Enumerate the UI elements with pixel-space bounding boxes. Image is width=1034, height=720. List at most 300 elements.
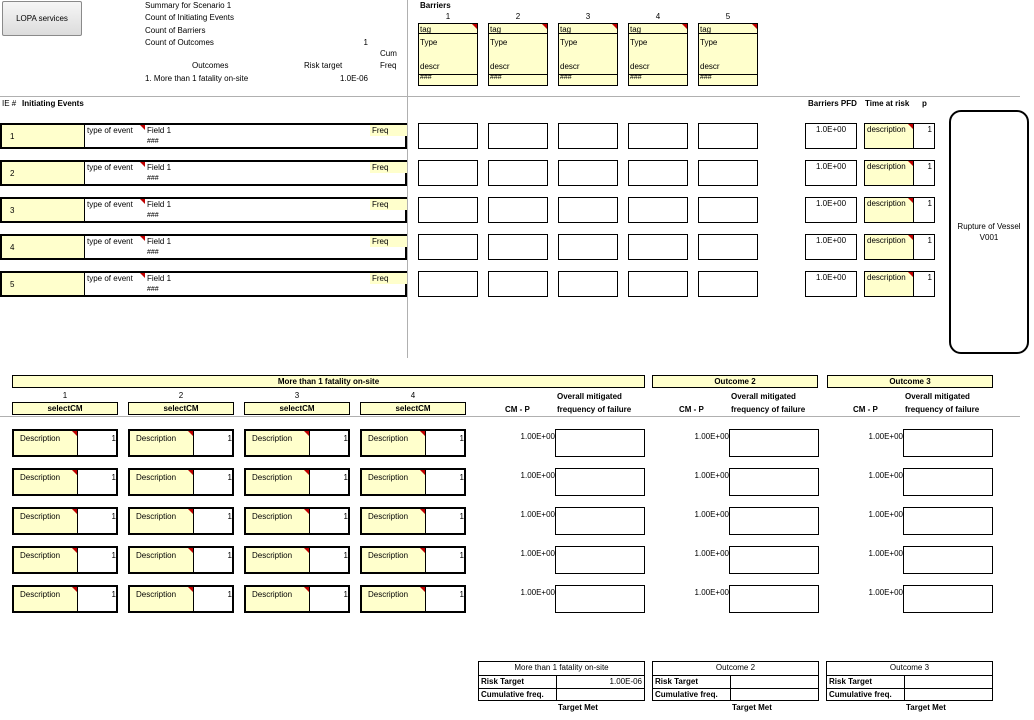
freq-col-label: Freq: [380, 61, 397, 70]
event-value: ###: [147, 138, 159, 145]
summary-divider: [407, 0, 408, 358]
time-at-risk-description: description: [867, 125, 906, 134]
cm-description: Description: [252, 434, 293, 443]
mitigated-frequency-cell[interactable]: [555, 585, 645, 613]
p-cell[interactable]: [913, 197, 935, 223]
cm-value: 1: [343, 473, 348, 482]
target-table-title: More than 1 fatality on-site: [514, 663, 609, 672]
barrier-value: ###: [700, 74, 712, 81]
time-at-risk-description: description: [867, 199, 906, 208]
barrier-cell-divider: [559, 33, 617, 34]
cm-number: 2: [178, 391, 184, 400]
rupture-line-2: V001: [979, 233, 999, 242]
cm-cell[interactable]: [128, 585, 234, 613]
mitigated-frequency-cell[interactable]: [555, 507, 645, 535]
omf-header-line-2: frequency of failure: [557, 405, 632, 414]
barrier-header-cell[interactable]: [488, 23, 548, 86]
cm-cell[interactable]: [244, 546, 350, 574]
barrier-input-cell[interactable]: [558, 234, 618, 260]
barrier-cell-divider: [559, 74, 617, 75]
mitigated-frequency-cell[interactable]: [729, 468, 819, 496]
cm-p-value: 1.00E+00: [520, 549, 555, 558]
target-met-label: Target Met: [732, 703, 772, 712]
cm-value: 1: [111, 512, 116, 521]
barrier-input-cell[interactable]: [628, 123, 688, 149]
cm-value: 1: [111, 551, 116, 560]
barrier-tag: tag: [560, 25, 572, 34]
cm-number: 1: [62, 391, 68, 400]
omf-header-line-2: frequency of failure: [731, 405, 806, 414]
cm-description-cell[interactable]: [362, 548, 426, 572]
select-cm-button[interactable]: selectCM: [244, 402, 350, 415]
barrier-input-cell[interactable]: [488, 234, 548, 260]
cm-description-cell[interactable]: [14, 470, 78, 494]
ie-number: 4: [10, 243, 15, 252]
event-type: type of event: [87, 200, 133, 209]
barriers-pfd-value: 1.0E+00: [815, 199, 847, 208]
event-value: ###: [147, 286, 159, 293]
initiating-event-row[interactable]: [0, 160, 407, 186]
p-cell[interactable]: [913, 160, 935, 186]
select-cm-button[interactable]: selectCM: [128, 402, 234, 415]
ie-number: 1: [10, 132, 15, 141]
event-freq: Freq: [372, 126, 389, 135]
event-field: Field 1: [147, 274, 172, 283]
barrier-descr: descr: [630, 62, 650, 71]
cm-cell[interactable]: [360, 507, 466, 535]
cm-description: Description: [252, 590, 293, 599]
cm-description: Description: [136, 590, 177, 599]
barriers-pfd-cell[interactable]: [805, 160, 857, 186]
barrier-input-cell[interactable]: [488, 123, 548, 149]
cm-cell[interactable]: [128, 546, 234, 574]
p-header: p: [922, 99, 927, 108]
barrier-input-cell[interactable]: [558, 160, 618, 186]
cumulative-freq-label: Cumulative freq.: [655, 690, 718, 699]
cm-cell[interactable]: [12, 546, 118, 574]
cm-value: 1: [343, 590, 348, 599]
cm-description-cell[interactable]: [130, 431, 194, 455]
mitigated-frequency-cell[interactable]: [903, 546, 993, 574]
barriers-pfd-value: 1.0E+00: [815, 125, 847, 134]
barriers-pfd-value: 1.0E+00: [815, 162, 847, 171]
barrier-cell-divider: [629, 74, 687, 75]
cm-value: 1: [343, 551, 348, 560]
p-value: 1: [927, 273, 932, 282]
barriers-pfd-cell[interactable]: [805, 271, 857, 297]
cm-description: Description: [136, 551, 177, 560]
cumulative-freq-label: Cumulative freq.: [481, 690, 544, 699]
target-table-title: Outcome 2: [715, 663, 756, 672]
barrier-input-cell[interactable]: [628, 234, 688, 260]
target-col-divider: [730, 675, 731, 700]
barrier-input-cell[interactable]: [418, 197, 478, 223]
risk-target-label: Risk Target: [829, 677, 872, 686]
cm-description: Description: [368, 434, 409, 443]
event-freq: Freq: [372, 200, 389, 209]
ie-number: 2: [10, 169, 15, 178]
count-outcomes-label: Count of Outcomes: [145, 38, 214, 47]
cm-p-value: 1.00E+00: [520, 510, 555, 519]
initiating-event-row[interactable]: [0, 123, 407, 149]
summary-title: Summary for Scenario 1: [145, 1, 232, 10]
mitigated-frequency-cell[interactable]: [555, 546, 645, 574]
time-at-risk-cell[interactable]: [864, 123, 914, 149]
cm-cell[interactable]: [360, 585, 466, 613]
p-cell[interactable]: [913, 123, 935, 149]
risk-target-label: Risk Target: [655, 677, 698, 686]
target-table-title: Outcome 3: [889, 663, 930, 672]
outcome-1-header: More than 1 fatality on-site: [12, 375, 645, 388]
cm-value: 1: [111, 473, 116, 482]
cm-value: 1: [227, 473, 232, 482]
ie-number: 5: [10, 280, 15, 289]
cm-description-cell[interactable]: [362, 587, 426, 611]
barrier-number: 5: [725, 12, 731, 21]
barrier-header-cell[interactable]: [558, 23, 618, 86]
rupture-line-1: Rupture of Vessel: [957, 222, 1021, 231]
cm-value: 1: [227, 551, 232, 560]
barrier-header-cell[interactable]: [418, 23, 478, 86]
cm-value: 1: [459, 512, 464, 521]
event-type: type of event: [87, 274, 133, 283]
initiating-event-row[interactable]: [0, 271, 407, 297]
cm-description: Description: [252, 551, 293, 560]
omf-header-line-1: Overall mitigated: [905, 392, 970, 401]
barrier-input-cell[interactable]: [698, 123, 758, 149]
cm-value: 1: [343, 434, 348, 443]
barrier-input-cell[interactable]: [698, 197, 758, 223]
cm-description: Description: [136, 512, 177, 521]
event-freq: Freq: [372, 274, 389, 283]
time-at-risk-cell[interactable]: [864, 234, 914, 260]
time-at-risk-description: description: [867, 236, 906, 245]
cm-p-value: 1.00E+00: [520, 588, 555, 597]
event-type: type of event: [87, 237, 133, 246]
event-freq: Freq: [372, 163, 389, 172]
barrier-header-cell[interactable]: [698, 23, 758, 86]
risk-target-label: Risk Target: [481, 677, 524, 686]
p-cell[interactable]: [913, 234, 935, 260]
time-at-risk-description: description: [867, 273, 906, 282]
event-type-cell[interactable]: [84, 125, 145, 147]
barrier-input-cell[interactable]: [488, 160, 548, 186]
target-table: [652, 661, 819, 701]
outcomes-col-label: Outcomes: [192, 61, 229, 70]
mitigated-frequency-cell[interactable]: [903, 429, 993, 457]
target-col-divider: [556, 675, 557, 700]
barrier-type: Type: [630, 38, 648, 47]
risk-target-value: 1.00E-06: [609, 677, 642, 686]
barrier-type: Type: [560, 38, 578, 47]
barrier-cell-divider: [419, 33, 477, 34]
barrier-input-cell[interactable]: [628, 197, 688, 223]
barrier-descr: descr: [420, 62, 440, 71]
cm-p-value: 1.00E+00: [694, 549, 729, 558]
cm-p-header: CM - P: [853, 405, 878, 414]
barrier-type: Type: [420, 38, 438, 47]
cm-value: 1: [111, 590, 116, 599]
cm-value: 1: [111, 434, 116, 443]
p-value: 1: [927, 236, 932, 245]
event-type: type of event: [87, 163, 133, 172]
cm-p-value: 1.00E+00: [868, 471, 903, 480]
barriers-pfd-cell[interactable]: [805, 234, 857, 260]
cm-description-cell[interactable]: [246, 548, 310, 572]
barriers-pfd-header: Barriers PFD: [808, 99, 857, 108]
initiating-event-row[interactable]: [0, 234, 407, 260]
target-met-label: Target Met: [906, 703, 946, 712]
cm-p-value: 1.00E+00: [694, 588, 729, 597]
barrier-input-cell[interactable]: [488, 271, 548, 297]
barrier-cell-divider: [489, 33, 547, 34]
cm-value: 1: [459, 473, 464, 482]
cm-cell[interactable]: [360, 429, 466, 457]
barrier-number: 4: [655, 12, 661, 21]
cm-description-cell[interactable]: [362, 470, 426, 494]
cm-description-cell[interactable]: [246, 587, 310, 611]
cm-description-cell[interactable]: [130, 509, 194, 533]
mitigated-frequency-cell[interactable]: [903, 585, 993, 613]
mitigated-frequency-cell[interactable]: [729, 546, 819, 574]
mitigated-frequency-cell[interactable]: [555, 468, 645, 496]
header-divider: [0, 96, 1020, 97]
time-at-risk-header: Time at risk: [865, 99, 910, 108]
time-at-risk-description: description: [867, 162, 906, 171]
mitigated-frequency-cell[interactable]: [729, 429, 819, 457]
cm-cell[interactable]: [128, 507, 234, 535]
mitigated-frequency-cell[interactable]: [729, 585, 819, 613]
event-freq: Freq: [372, 237, 389, 246]
cm-description: Description: [136, 434, 177, 443]
barrier-number: 1: [445, 12, 451, 21]
mitigated-frequency-cell[interactable]: [903, 468, 993, 496]
cm-value: 1: [459, 551, 464, 560]
cm-description: Description: [20, 590, 61, 599]
event-field: Field 1: [147, 163, 172, 172]
cm-value: 1: [227, 590, 232, 599]
cm-p-value: 1.00E+00: [694, 471, 729, 480]
p-cell[interactable]: [913, 271, 935, 297]
cm-p-value: 1.00E+00: [520, 432, 555, 441]
count-ie-label: Count of Initiating Events: [145, 13, 234, 22]
barrier-input-cell[interactable]: [628, 271, 688, 297]
outcome-2-header: Outcome 2: [652, 375, 818, 388]
barrier-header-cell[interactable]: [628, 23, 688, 86]
cm-description: Description: [20, 434, 61, 443]
barrier-tag: tag: [420, 25, 432, 34]
barrier-input-cell[interactable]: [698, 271, 758, 297]
cm-description-cell[interactable]: [130, 470, 194, 494]
outcome-3-header: Outcome 3: [827, 375, 993, 388]
barrier-input-cell[interactable]: [558, 271, 618, 297]
cm-p-value: 1.00E+00: [520, 471, 555, 480]
barriers-pfd-cell[interactable]: [805, 123, 857, 149]
cm-value: 1: [227, 512, 232, 521]
cm-p-header: CM - P: [679, 405, 704, 414]
cm-p-header: CM - P: [505, 405, 530, 414]
cm-description-cell[interactable]: [14, 509, 78, 533]
barriers-title: Barriers: [420, 1, 451, 10]
cm-cell[interactable]: [12, 507, 118, 535]
omf-header-line-2: frequency of failure: [905, 405, 980, 414]
cm-cell[interactable]: [360, 468, 466, 496]
barrier-cell-divider: [699, 33, 757, 34]
barrier-input-cell[interactable]: [558, 197, 618, 223]
time-at-risk-cell[interactable]: [864, 160, 914, 186]
barrier-tag: tag: [700, 25, 712, 34]
cm-description-cell[interactable]: [14, 548, 78, 572]
event-value: ###: [147, 212, 159, 219]
cm-description-cell[interactable]: [246, 509, 310, 533]
barrier-type: Type: [700, 38, 718, 47]
barrier-input-cell[interactable]: [558, 123, 618, 149]
cm-description: Description: [20, 473, 61, 482]
ie-number-header: IE #: [2, 99, 17, 108]
event-type: type of event: [87, 126, 133, 135]
cm-cell[interactable]: [244, 429, 350, 457]
cm-value: 1: [343, 512, 348, 521]
barrier-descr: descr: [560, 62, 580, 71]
cm-cell[interactable]: [360, 546, 466, 574]
barriers-pfd-value: 1.0E+00: [815, 236, 847, 245]
cm-description: Description: [368, 473, 409, 482]
cm-p-value: 1.00E+00: [868, 432, 903, 441]
cm-number: 3: [294, 391, 300, 400]
event-type-cell[interactable]: [84, 199, 145, 221]
barrier-input-cell[interactable]: [418, 160, 478, 186]
rupture-vessel-box[interactable]: [949, 110, 1029, 354]
cm-cell[interactable]: [12, 585, 118, 613]
barrier-number: 2: [515, 12, 521, 21]
event-type-cell[interactable]: [84, 236, 145, 258]
p-value: 1: [927, 162, 932, 171]
barriers-pfd-cell[interactable]: [805, 197, 857, 223]
cm-description-cell[interactable]: [130, 587, 194, 611]
event-field: Field 1: [147, 200, 172, 209]
barrier-descr: descr: [700, 62, 720, 71]
count-barriers-label: Count of Barriers: [145, 26, 206, 35]
barrier-tag: tag: [490, 25, 502, 34]
outcome-1-target: 1.0E-06: [339, 74, 368, 83]
cm-p-value: 1.00E+00: [868, 510, 903, 519]
cm-description-cell[interactable]: [362, 431, 426, 455]
outcome-divider: [0, 416, 1020, 417]
cm-number: 4: [410, 391, 416, 400]
target-table: [478, 661, 645, 701]
cm-p-value: 1.00E+00: [694, 510, 729, 519]
barrier-value: ###: [420, 74, 432, 81]
barrier-cell-divider: [419, 74, 477, 75]
event-value: ###: [147, 175, 159, 182]
mitigated-frequency-cell[interactable]: [555, 429, 645, 457]
event-type-cell[interactable]: [84, 162, 145, 184]
barrier-input-cell[interactable]: [488, 197, 548, 223]
target-met-label: Target Met: [558, 703, 598, 712]
mitigated-frequency-cell[interactable]: [903, 507, 993, 535]
event-field: Field 1: [147, 126, 172, 135]
barrier-cell-divider: [699, 74, 757, 75]
p-value: 1: [927, 199, 932, 208]
select-cm-button[interactable]: selectCM: [360, 402, 466, 415]
barrier-value: ###: [560, 74, 572, 81]
ie-number: 3: [10, 206, 15, 215]
barrier-value: ###: [490, 74, 502, 81]
barrier-number: 3: [585, 12, 591, 21]
cm-description: Description: [252, 473, 293, 482]
cm-description: Description: [252, 512, 293, 521]
cm-description: Description: [368, 590, 409, 599]
cm-description-cell[interactable]: [246, 470, 310, 494]
cm-description-cell[interactable]: [14, 431, 78, 455]
cm-cell[interactable]: [128, 468, 234, 496]
event-type-cell[interactable]: [84, 273, 145, 295]
barrier-cell-divider: [629, 33, 687, 34]
cum-label: Cum: [380, 49, 397, 58]
p-value: 1: [927, 125, 932, 134]
cm-cell[interactable]: [128, 429, 234, 457]
initiating-event-row[interactable]: [0, 197, 407, 223]
omf-header-line-1: Overall mitigated: [731, 392, 796, 401]
barrier-input-cell[interactable]: [698, 160, 758, 186]
barrier-input-cell[interactable]: [418, 271, 478, 297]
cm-description-cell[interactable]: [246, 431, 310, 455]
cm-cell[interactable]: [244, 468, 350, 496]
cm-p-value: 1.00E+00: [868, 588, 903, 597]
event-value: ###: [147, 249, 159, 256]
cm-cell[interactable]: [12, 429, 118, 457]
cm-p-value: 1.00E+00: [694, 432, 729, 441]
cm-p-value: 1.00E+00: [868, 549, 903, 558]
cm-description-cell[interactable]: [362, 509, 426, 533]
cm-description: Description: [136, 473, 177, 482]
omf-header-line-1: Overall mitigated: [557, 392, 622, 401]
barrier-descr: descr: [490, 62, 510, 71]
initiating-events-header: Initiating Events: [22, 99, 84, 108]
barrier-tag: tag: [630, 25, 642, 34]
barrier-input-cell[interactable]: [418, 234, 478, 260]
event-field: Field 1: [147, 237, 172, 246]
barrier-input-cell[interactable]: [698, 234, 758, 260]
barrier-type: Type: [490, 38, 508, 47]
cm-description-cell[interactable]: [14, 587, 78, 611]
cm-description: Description: [20, 512, 61, 521]
barrier-cell-divider: [489, 74, 547, 75]
cm-description: Description: [368, 551, 409, 560]
cm-cell[interactable]: [244, 585, 350, 613]
cm-value: 1: [459, 434, 464, 443]
select-cm-button[interactable]: selectCM: [12, 402, 118, 415]
barrier-input-cell[interactable]: [628, 160, 688, 186]
cumulative-freq-label: Cumulative freq.: [829, 690, 892, 699]
risk-target-col-label: Risk target: [304, 61, 343, 70]
cm-description-cell[interactable]: [130, 548, 194, 572]
barrier-input-cell[interactable]: [418, 123, 478, 149]
target-col-divider: [904, 675, 905, 700]
lopa-services-button[interactable]: LOPA services: [2, 1, 82, 36]
barriers-pfd-value: 1.0E+00: [815, 273, 847, 282]
count-outcomes-value: 1: [363, 38, 368, 47]
cm-description: Description: [20, 551, 61, 560]
cm-cell[interactable]: [12, 468, 118, 496]
time-at-risk-cell[interactable]: [864, 271, 914, 297]
cm-cell[interactable]: [244, 507, 350, 535]
barrier-value: ###: [630, 74, 642, 81]
target-table: [826, 661, 993, 701]
mitigated-frequency-cell[interactable]: [729, 507, 819, 535]
time-at-risk-cell[interactable]: [864, 197, 914, 223]
cm-description: Description: [368, 512, 409, 521]
